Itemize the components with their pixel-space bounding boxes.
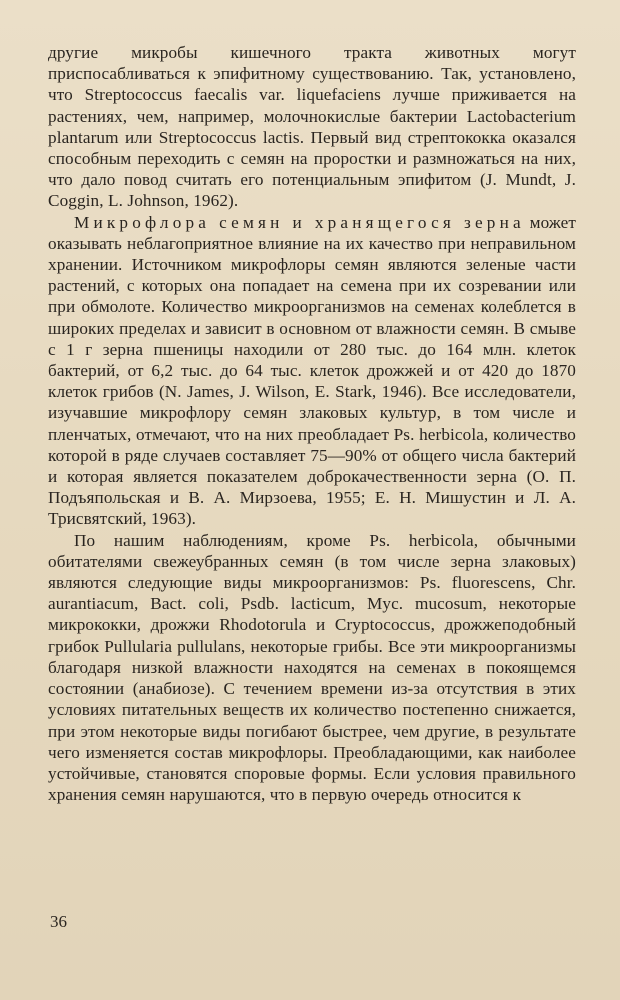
paragraph-2-spaced-lead: Микрофлора семян и хранящегося зерна [74, 212, 525, 232]
page-number: 36 [50, 912, 67, 931]
paragraph-2-body: может оказывать неблагоприятное влияние на их качество при неправильном хранении. Источником микрофлоры семян являются зеленые части растений, с которых она попадает на семена при их созревании или при обмолоте. Количество микроорганизмов на семенах колеблется в широких пределах и зависит в основном от влажности семян. В смыве с 1 г зерна пшеницы находили от 280 тыс. до 164 млн. клеток бактерий, от 6,2 тыс. до 64 тыс. клеток дрожжей и от 420 до 1870 клеток грибов (N. James, J. Wilson, E. Stark, 1946). Все исследователи, изучавшие микрофлору семян злаковых культур, в том числе и пленчатых, отмечают, что на них преобладает Ps. herbicola, количество которой в ряде случаев составляет 75—90% от общего числа бактерий и которая является показателем доброкачественности зерна (О. П. Подъяпольская и В. А. Мирзоева, 1955; Е. Н. Мишустин и Л. А. Трисвятский, 1963). [48, 212, 577, 529]
paragraph-1: другие микробы кишечного тракта животных могут приспосабливаться к эпифитному существованию. Так, установлено, что Streptococcus faecalis var. liquefaciens лучше приживается на растениях, чем, например, молочнокислые бактерии Lactobacterium plantarum или Streptococcus lactis. Первый вид стрептококка оказался способным переходить с семян на проростки и размножаться на них, что дало повод считать его потенциальным эпифитом (J. Mundt, J. Coggin, L. Johnson, 1962). [48, 43, 576, 211]
paragraph-2 [48, 212, 576, 530]
paragraph-3: По нашим наблюдениям, кроме Ps. herbicola, обычными обитателями свежеубранных семян (в том числе зерна злаковых) являются следующие виды микроорганизмов: Ps. fluorescens, Chr. aurantiacum, Bact. coli, Psdb. lacticum, Myc. mucosum, некоторые микрококки, дрожжи Rhodotorula и Cryptococcus, дрожжеподобный грибок Pullularia pullulans, некоторые грибы. Все эти микроорганизмы благодаря низкой влажности находятся на семенах в покоящемся состоянии (анабиозе). С течением времени из-за отсутствия в этих условиях питательных веществ их количество постепенно снижается, при этом некоторые виды погибают быстрее, чем другие, в результате чего изменяется состав микрофлоры. Преобладающими, как наиболее устойчивые, становятся споровые формы. Если условия правильного хранения семян нарушаются, что в первую очередь относится к [48, 530, 576, 805]
body-text [48, 42, 576, 805]
